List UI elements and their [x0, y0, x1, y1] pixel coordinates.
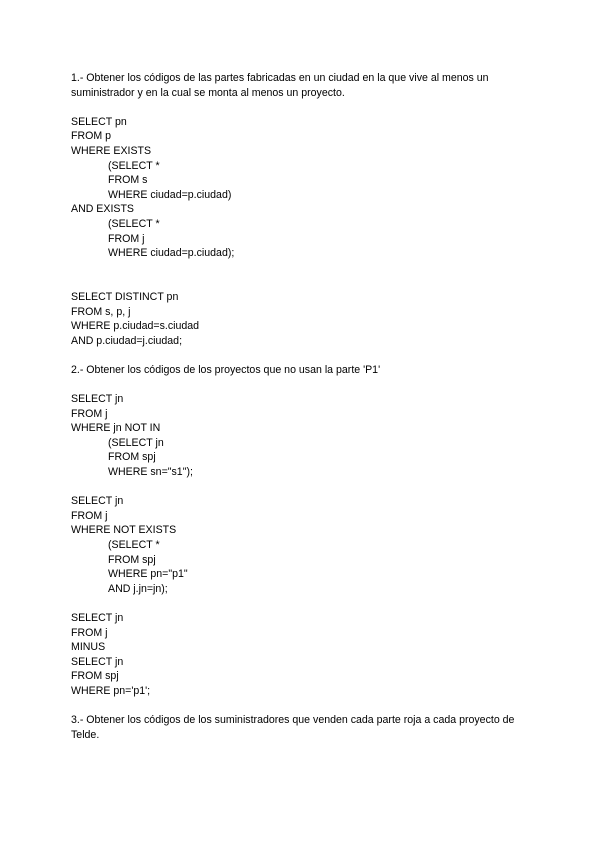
sql-line: FROM j: [71, 509, 108, 522]
sql-line: AND EXISTS: [71, 203, 134, 216]
document-content: [71, 71, 541, 742]
sql-line: WHERE ciudad=p.ciudad): [108, 188, 232, 201]
sql-line: FROM spj: [108, 553, 156, 566]
sql-line: SELECT pn: [71, 115, 127, 128]
spacer: [71, 100, 541, 115]
sql-line: SELECT jn: [71, 393, 124, 406]
sql-line: WHERE p.ciudad=s.ciudad: [71, 320, 200, 333]
sql-line: MINUS: [71, 641, 106, 654]
sql-line: SELECT jn: [71, 495, 124, 508]
question-1-query-a: [71, 115, 541, 261]
sql-line: WHERE EXISTS: [71, 144, 152, 157]
sql-line: WHERE pn="p1": [108, 568, 188, 581]
sql-line: WHERE pn='p1';: [71, 684, 151, 697]
spacer: [71, 261, 541, 290]
sql-line: FROM spj: [108, 451, 156, 464]
question-2-query-a: [71, 392, 541, 480]
question-1-prompt: 1.- Obtener los códigos de las partes fabricadas en un ciudad en la que vive al menos un suministrador y en la cual se monta al menos un proyecto.: [71, 72, 492, 99]
sql-line: FROM j: [108, 232, 145, 245]
spacer: [71, 377, 541, 392]
question-2-query-c: [71, 611, 541, 699]
question-1-query-b: [71, 290, 541, 348]
sql-line: SELECT jn: [71, 655, 124, 668]
sql-line: AND j.jn=jn);: [108, 582, 168, 595]
spacer: [71, 480, 541, 495]
sql-line: FROM j: [71, 407, 108, 420]
question-2-query-b: [71, 494, 541, 596]
sql-line: SELECT jn: [71, 611, 124, 624]
sql-line: FROM spj: [71, 670, 119, 683]
spacer: [71, 348, 541, 363]
sql-line: (SELECT *: [108, 539, 160, 551]
sql-line: (SELECT *: [108, 217, 160, 230]
sql-line: WHERE ciudad=p.ciudad);: [108, 247, 235, 260]
spacer: [71, 699, 541, 714]
sql-line: WHERE NOT EXISTS: [71, 524, 177, 537]
spacer: [71, 596, 541, 611]
sql-line: (SELECT *: [108, 159, 160, 172]
question-3-prompt: 3.- Obtener los códigos de los suministradores que venden cada parte roja a cada proyecto de Telde.: [71, 714, 518, 741]
sql-line: FROM j: [71, 626, 108, 639]
sql-line: WHERE jn NOT IN: [71, 422, 161, 435]
sql-line: (SELECT jn: [108, 436, 164, 449]
sql-line: FROM p: [71, 130, 112, 143]
question-2-prompt: 2.- Obtener los códigos de los proyectos que no usan la parte 'P1': [71, 363, 381, 376]
sql-line: FROM s: [108, 174, 148, 187]
sql-line: WHERE sn="s1");: [108, 466, 193, 479]
sql-line: SELECT DISTINCT pn: [71, 290, 179, 303]
sql-line: FROM s, p, j: [71, 305, 131, 318]
sql-line: AND p.ciudad=j.ciudad;: [71, 334, 183, 347]
